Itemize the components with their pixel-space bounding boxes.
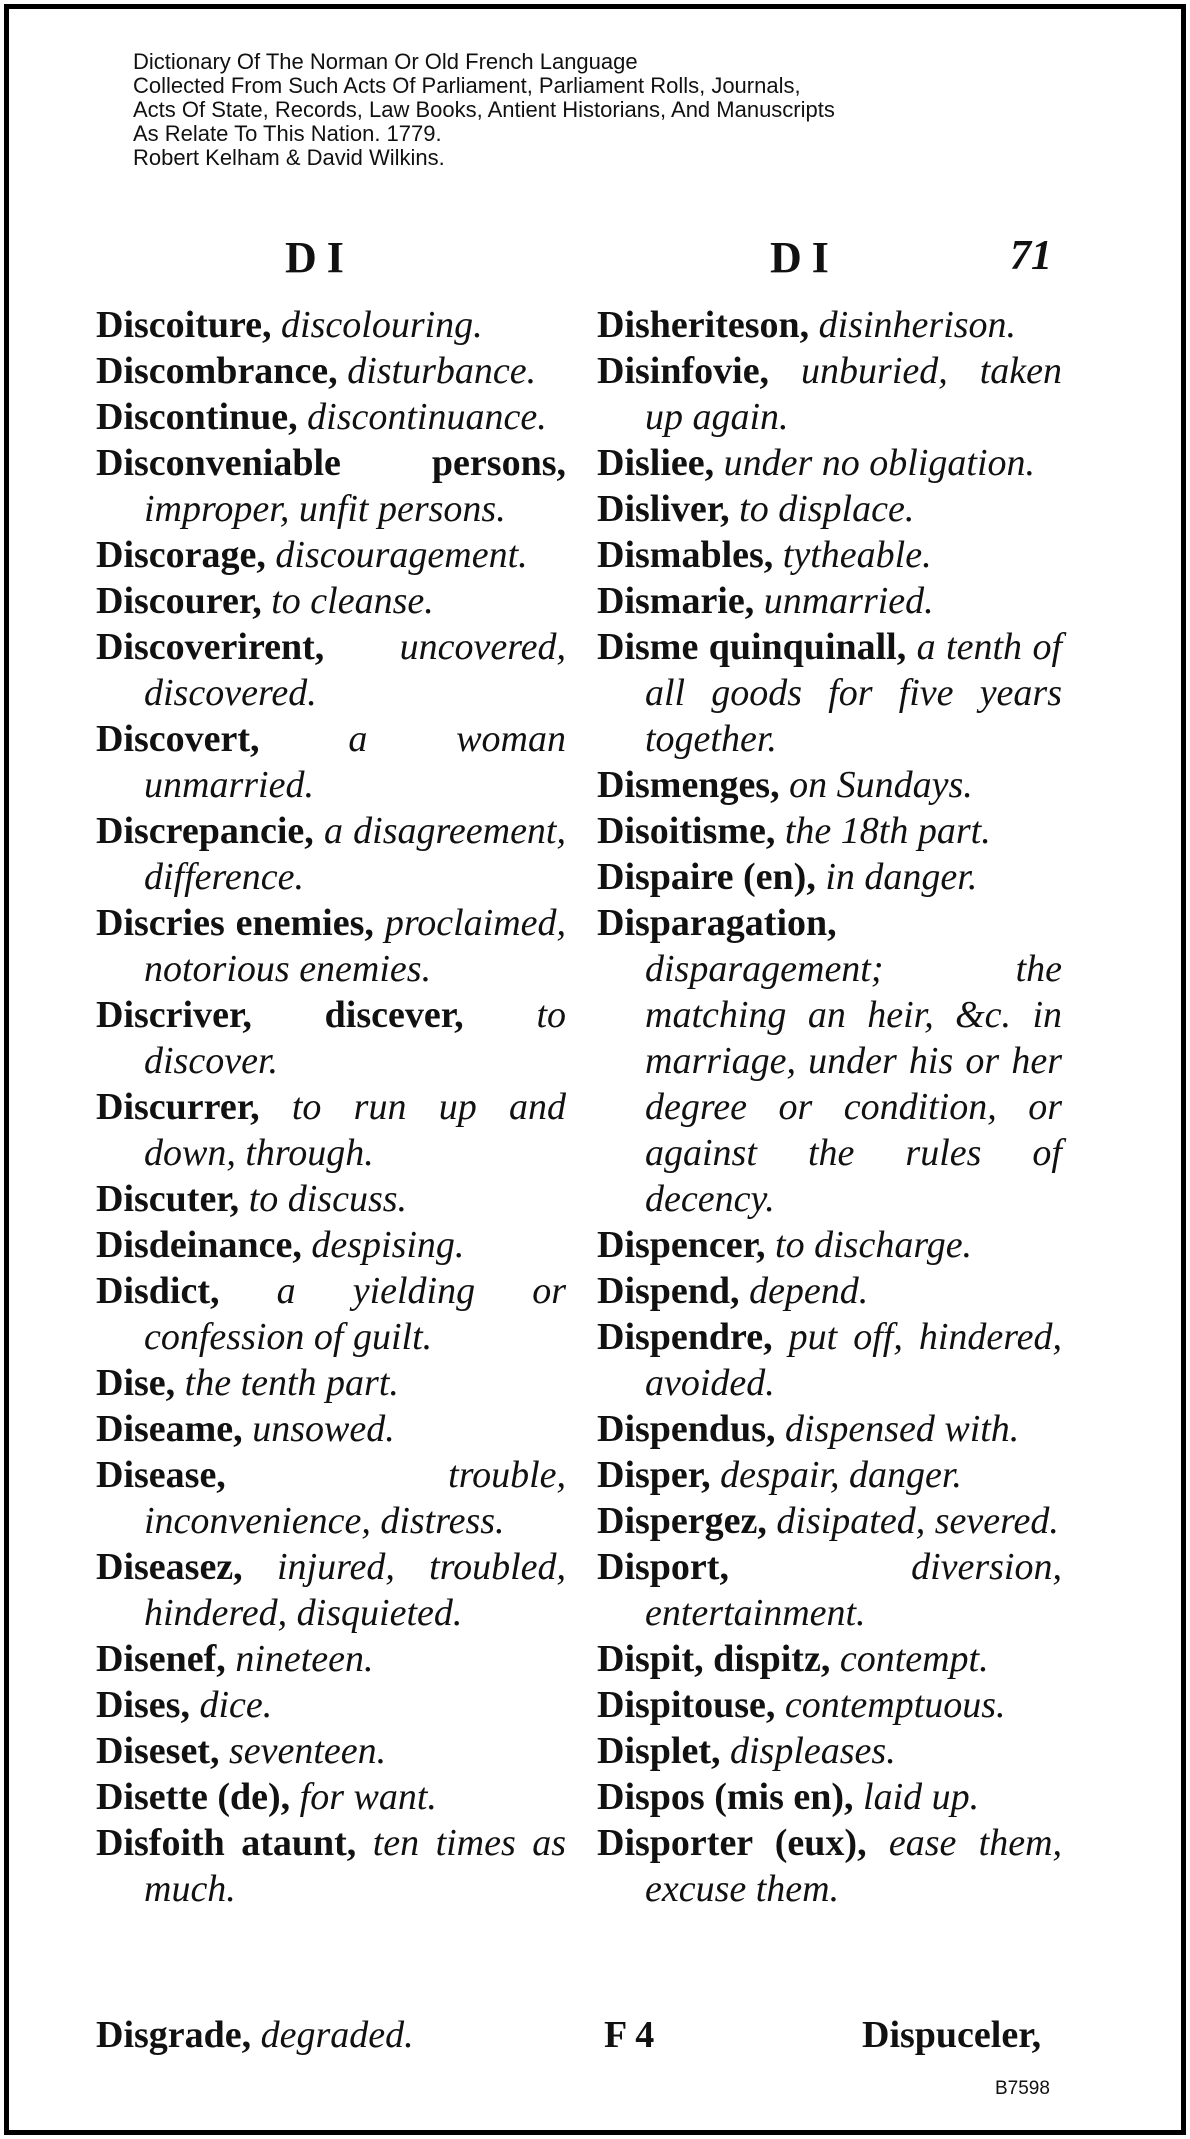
definition: diversion, entertainment. (645, 1546, 1062, 1634)
dictionary-entry (597, 624, 1062, 762)
catchword: Dispuceler, (862, 2014, 1042, 2056)
headword: Disliver, (597, 488, 730, 530)
headword: Discoverirent, (96, 626, 325, 668)
definition: seventeen. (228, 1730, 387, 1772)
dictionary-entry (96, 1176, 566, 1222)
definition: despising. (311, 1224, 465, 1266)
running-head-right: DI (770, 233, 839, 282)
dictionary-entry (597, 1636, 1062, 1682)
definition: laid up. (863, 1776, 980, 1818)
dictionary-entry (597, 1820, 1062, 1912)
dictionary-entry (597, 486, 1062, 532)
dictionary-entry (597, 762, 1062, 808)
dictionary-entry (597, 1314, 1062, 1406)
left-last-entry (96, 2013, 414, 2057)
headword: Disfoith ataunt, (96, 1822, 357, 1864)
headword: Discourer, (96, 580, 262, 622)
headword: Disdict, (96, 1270, 220, 1312)
headword: Dismables, (597, 534, 774, 576)
dictionary-entry (597, 1544, 1062, 1636)
definition: the tenth part. (184, 1362, 399, 1404)
definition: displeases. (730, 1730, 896, 1772)
dictionary-entry (597, 1498, 1062, 1544)
headword: Dispergez, (597, 1500, 767, 1542)
headword: Dispaire (en), (597, 856, 816, 898)
running-head-left: DI (285, 233, 354, 282)
headword: Discriver, discever, (96, 994, 464, 1036)
dictionary-entry (597, 1774, 1062, 1820)
header-line: Robert Kelham & David Wilkins. (133, 145, 445, 170)
definition: tytheable. (782, 534, 932, 576)
headword: Dispencer, (597, 1224, 766, 1266)
dictionary-entry (96, 1636, 566, 1682)
definition: a yielding or confession of guilt. (144, 1270, 567, 1358)
headword: Disdeinance, (96, 1224, 302, 1266)
headword: Disinfovie, (597, 350, 770, 392)
definition: ease them, excuse them. (645, 1822, 1063, 1910)
headword: Disporter (eux), (597, 1822, 867, 1864)
dictionary-entry (96, 1820, 566, 1912)
dictionary-entry (96, 808, 566, 900)
definition: contempt. (839, 1638, 989, 1680)
definition: to discuss. (248, 1178, 408, 1220)
definition: contemptuous. (784, 1684, 1006, 1726)
headword: Disette (de), (96, 1776, 291, 1818)
definition: discouragement. (275, 534, 528, 576)
headword: Discontinue, (96, 396, 298, 438)
dictionary-entry (96, 440, 566, 532)
headword: Dispos (mis en), (597, 1776, 854, 1818)
headword: Dispitouse, (597, 1684, 776, 1726)
headword: Disparagation, (597, 902, 837, 944)
header-line: Dictionary Of The Norman Or Old French Language (133, 49, 638, 74)
header-line: Collected From Such Acts Of Parliament, Parliament Rolls, Journals, (133, 73, 801, 98)
headword: Dispend, (597, 1270, 740, 1312)
definition: discontinuance. (307, 396, 547, 438)
headword: Diseame, (96, 1408, 243, 1450)
definition: a woman unmarried. (144, 718, 566, 806)
headword: Disport, (597, 1546, 729, 1588)
definition: injured, troubled, hindered, disquieted. (144, 1546, 566, 1634)
dictionary-entry (597, 1452, 1062, 1498)
headword: Disgrade, (96, 2014, 252, 2056)
dictionary-entry (597, 1268, 1062, 1314)
dictionary-entry (96, 900, 566, 992)
headword: Discuter, (96, 1178, 240, 1220)
definition: improper, unfit persons. (144, 488, 506, 530)
definition: a tenth of all goods for five years together. (645, 626, 1062, 760)
headword: Diseasez, (96, 1546, 243, 1588)
dictionary-entry (96, 624, 566, 716)
headword: Discombrance, (96, 350, 338, 392)
dictionary-entry (597, 1406, 1062, 1452)
definition: dice. (199, 1684, 273, 1726)
definition: to displace. (739, 488, 915, 530)
headword: Dises, (96, 1684, 190, 1726)
headword: Disconveniable persons, (96, 442, 566, 484)
dictionary-entry (597, 1728, 1062, 1774)
dictionary-entry (96, 578, 566, 624)
definition: to cleanse. (271, 580, 434, 622)
definition: a disagreement, difference. (144, 810, 566, 898)
dictionary-entry (96, 532, 566, 578)
headword: Disliee, (597, 442, 715, 484)
definition: to discharge. (775, 1224, 973, 1266)
dictionary-entry (96, 716, 566, 808)
definition: the 18th part. (784, 810, 991, 852)
dictionary-entry (597, 900, 1062, 1222)
definition: unmarried. (763, 580, 934, 622)
dictionary-entry (96, 992, 566, 1084)
definition: trouble, inconvenience, distress. (144, 1454, 566, 1542)
dictionary-entry (597, 302, 1062, 348)
dictionary-entry (96, 1406, 566, 1452)
definition: discolouring. (281, 304, 483, 346)
definition: put off, hindered, avoided. (645, 1316, 1062, 1404)
definition: dispensed with. (784, 1408, 1020, 1450)
right-column (597, 302, 1062, 1912)
dictionary-entry (597, 1682, 1062, 1728)
definition: for want. (299, 1776, 437, 1818)
dictionary-entry (96, 348, 566, 394)
left-column (96, 302, 566, 1912)
dictionary-entry (96, 1222, 566, 1268)
dictionary-entry (96, 302, 566, 348)
dictionary-entry (96, 1084, 566, 1176)
dictionary-entry (597, 854, 1062, 900)
headword: Dismarie, (597, 580, 755, 622)
definition: proclaimed, notorious enemies. (144, 902, 567, 990)
headword: Discoiture, (96, 304, 272, 346)
definition: on Sundays. (789, 764, 973, 806)
headword: Dispendus, (597, 1408, 776, 1450)
dictionary-entry (96, 1452, 566, 1544)
headword: Disme quinquinall, (597, 626, 907, 668)
headword: Discovert, (96, 718, 260, 760)
headword: Disper, (597, 1454, 711, 1496)
page-number: 71 (1010, 233, 1052, 279)
definition: unsowed. (252, 1408, 395, 1450)
dictionary-entry (96, 1728, 566, 1774)
definition: unburied, taken up again. (645, 350, 1062, 438)
headword: Dismenges, (597, 764, 780, 806)
dictionary-entry (96, 1268, 566, 1360)
definition: ten times as much. (144, 1822, 566, 1910)
headword: Disease, (96, 1454, 226, 1496)
dictionary-entry (597, 440, 1062, 486)
definition: depend. (749, 1270, 869, 1312)
definition: disinherison. (818, 304, 1017, 346)
headword: Diseset, (96, 1730, 220, 1772)
dictionary-entry (597, 532, 1062, 578)
definition: to run up and down, through. (144, 1086, 566, 1174)
headword: Dispendre, (597, 1316, 773, 1358)
header-line: Acts Of State, Records, Law Books, Antient Historians, And Manuscripts (133, 97, 835, 122)
headword: Discrepancie, (96, 810, 314, 852)
headword: Discurrer, (96, 1086, 260, 1128)
definition: nineteen. (235, 1638, 374, 1680)
definition: in danger. (825, 856, 978, 898)
headword: Discries enemies, (96, 902, 374, 944)
definition: disipated, severed. (776, 1500, 1059, 1542)
source-header (133, 50, 1033, 170)
definition: degraded. (260, 2014, 414, 2056)
headword: Disenef, (96, 1638, 226, 1680)
header-line: As Relate To This Nation. 1779. (133, 121, 442, 146)
dictionary-entry (96, 1544, 566, 1636)
headword: Disheriteson, (597, 304, 810, 346)
dictionary-entry (597, 348, 1062, 440)
dictionary-entry (597, 808, 1062, 854)
headword: Dise, (96, 1362, 176, 1404)
headword: Displet, (597, 1730, 721, 1772)
definition: under no obligation. (723, 442, 1036, 484)
headword: Discorage, (96, 534, 266, 576)
dictionary-entry (597, 1222, 1062, 1268)
dictionary-entry (96, 1360, 566, 1406)
definition: to discover. (144, 994, 566, 1082)
dictionary-entry (96, 1774, 566, 1820)
dictionary-entry (597, 578, 1062, 624)
definition: disparagement; the matching an heir, &c. in marriage, under his or her degree or condition, or against the rules of decency. (645, 948, 1062, 1220)
headword: Dispit, dispitz, (597, 1638, 831, 1680)
definition: despair, danger. (720, 1454, 962, 1496)
definition: uncovered, discovered. (144, 626, 566, 714)
signature-mark: F 4 (604, 2014, 655, 2056)
dictionary-entry (96, 1682, 566, 1728)
definition: disturbance. (347, 350, 537, 392)
dictionary-entry (96, 394, 566, 440)
catalog-stamp: B7598 (995, 2078, 1050, 2099)
headword: Disoitisme, (597, 810, 776, 852)
